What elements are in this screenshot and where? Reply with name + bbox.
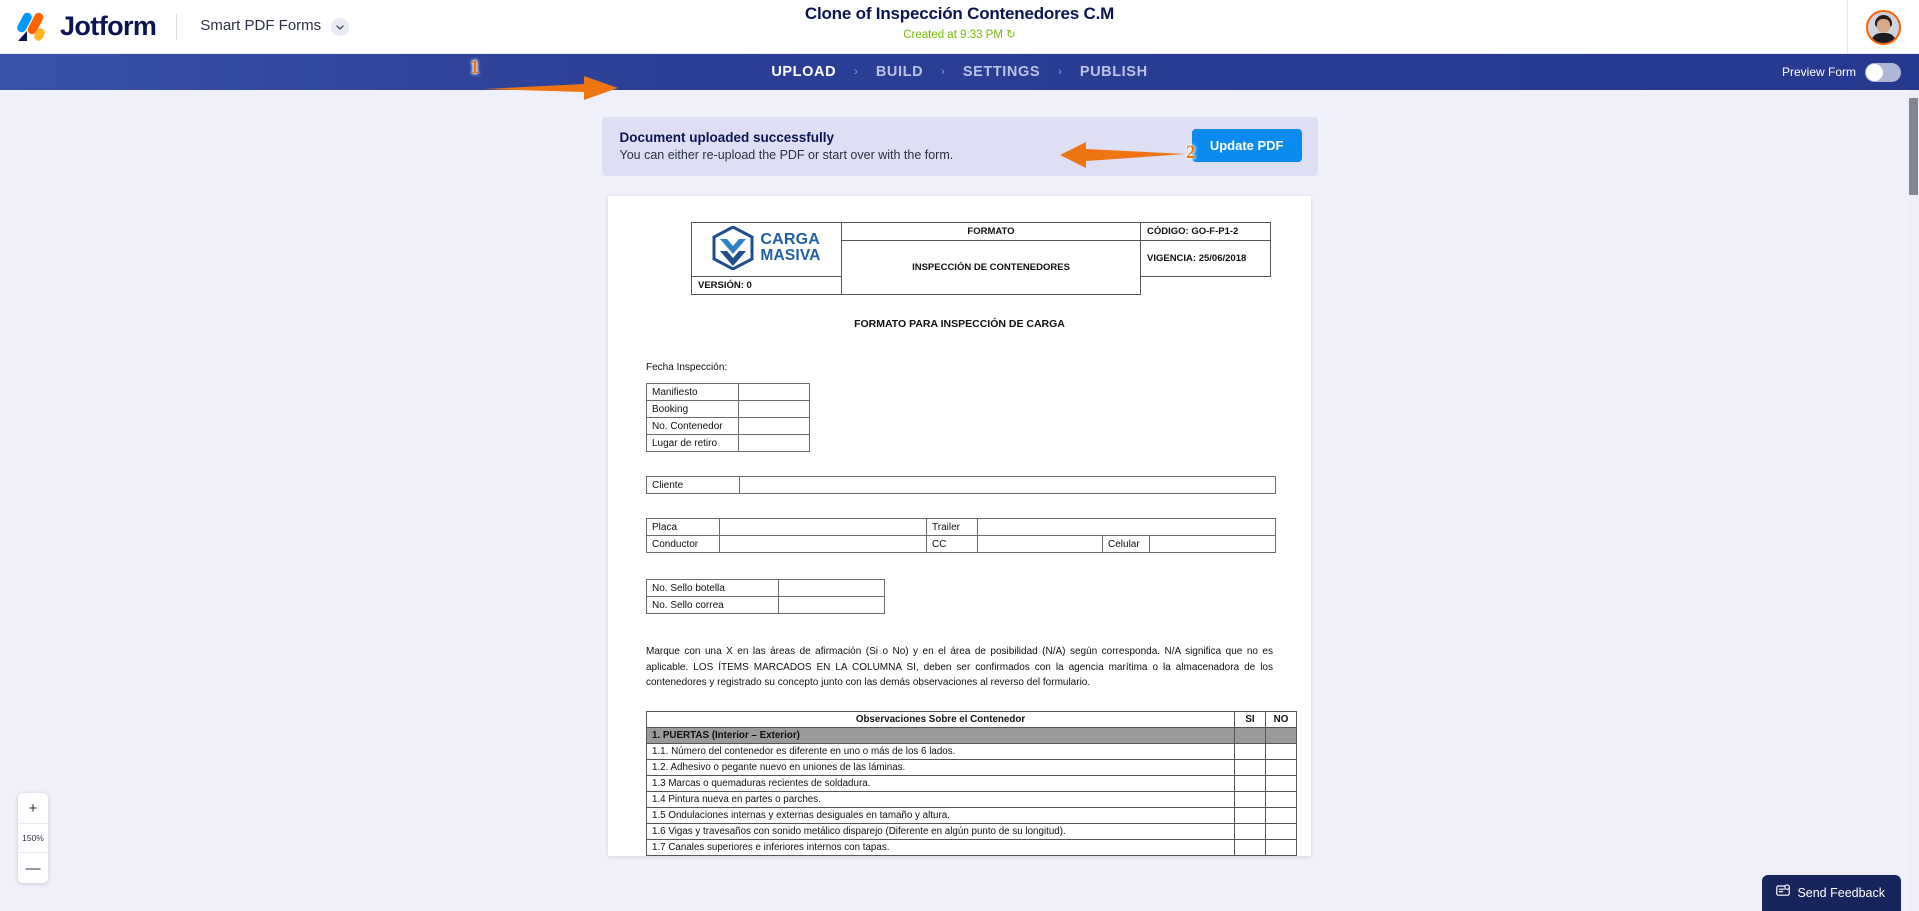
carga-logo-line1: CARGA xyxy=(760,231,820,249)
product-selector[interactable] xyxy=(200,17,349,35)
row-input-cell[interactable] xyxy=(720,519,927,536)
obs-header-label: Observaciones Sobre el Contenedor xyxy=(647,711,1235,727)
banner-title: Document uploaded successfully xyxy=(619,129,835,145)
upload-success-banner xyxy=(602,117,1318,176)
row-input-cell[interactable] xyxy=(739,384,810,401)
banner-text xyxy=(620,130,954,162)
row-label: Placa xyxy=(647,519,720,536)
pdf-observaciones-table xyxy=(646,711,1297,856)
tab-settings[interactable]: SETTINGS xyxy=(962,64,1041,80)
obs-section-label: 1. PUERTAS (Interior – Exterior) xyxy=(647,727,1235,743)
tab-separator-icon: › xyxy=(854,66,858,78)
obs-cell-si[interactable] xyxy=(1235,743,1266,759)
obs-item-label: 1.1. Número del contenedor es diferente en uno o más de los 6 lados. xyxy=(647,743,1235,759)
pdf-version-cell: VERSIÓN: 0 xyxy=(692,277,842,295)
tab-publish[interactable]: PUBLISH xyxy=(1079,64,1148,80)
zoom-in-button[interactable]: + xyxy=(28,799,38,817)
obs-cell-si[interactable] xyxy=(1235,727,1266,743)
row-input-cell[interactable] xyxy=(779,597,885,614)
pdf-doc-title: FORMATO PARA INSPECCIÓN DE CARGA xyxy=(854,318,1065,330)
table-row xyxy=(647,435,810,452)
pdf-placa-table xyxy=(646,518,1276,553)
obs-cell-no[interactable] xyxy=(1266,791,1297,807)
table-row xyxy=(647,580,885,597)
obs-cell-si[interactable] xyxy=(1235,791,1266,807)
row-input-cell[interactable] xyxy=(1150,536,1276,553)
tab-separator-icon: › xyxy=(941,66,945,78)
row-input-cell[interactable] xyxy=(739,418,810,435)
obs-col-si: SI xyxy=(1235,711,1266,727)
table-row xyxy=(647,519,1276,536)
row-input-cell[interactable] xyxy=(978,536,1103,553)
annotation-number-2: 2 xyxy=(1186,142,1196,163)
table-row xyxy=(647,759,1297,775)
brand-divider xyxy=(176,14,177,40)
carga-logo-line2: MASIVA xyxy=(760,247,821,265)
table-header-row xyxy=(647,711,1297,727)
row-label: No. Contenedor xyxy=(647,418,739,435)
row-input-cell[interactable] xyxy=(739,401,810,418)
preview-form-label: Preview Form xyxy=(1781,65,1856,79)
obs-item-label: 1.4 Pintura nueva en partes o parches. xyxy=(647,791,1235,807)
zoom-control xyxy=(18,793,48,883)
tab-upload[interactable]: UPLOAD xyxy=(771,64,837,80)
tab-build[interactable]: BUILD xyxy=(875,64,924,80)
obs-item-label: 1.6 Vigas y travesaños con sonido metálico disparejo (Diferente en algún punto de su longitud). xyxy=(647,823,1235,839)
pdf-viewer[interactable] xyxy=(0,196,1919,856)
send-feedback-label: Send Feedback xyxy=(1797,885,1885,900)
banner-description: You can either re-upload the PDF or start over with the form. xyxy=(619,147,954,162)
scrollbar-thumb[interactable] xyxy=(1909,98,1918,195)
pdf-fecha-label: Fecha Inspección: xyxy=(646,362,728,373)
row-input-cell[interactable] xyxy=(740,477,1276,494)
obs-item-label: 1.5 Ondulaciones internas y externas desiguales en tamaño y altura. xyxy=(647,807,1235,823)
zoom-level-value: 150% xyxy=(18,823,48,853)
table-row xyxy=(647,384,810,401)
wizard-tabs xyxy=(753,64,1165,80)
pdf-codigo-cell: CÓDIGO: GO-F-P1-2 xyxy=(1141,223,1271,241)
revision-history-icon[interactable]: ↻ xyxy=(1006,27,1016,41)
tab-separator-icon: › xyxy=(1058,66,1062,78)
jotform-logo-icon[interactable] xyxy=(16,12,50,42)
carga-hex-icon xyxy=(712,226,754,270)
obs-cell-no[interactable] xyxy=(1266,727,1297,743)
table-row xyxy=(647,823,1297,839)
pdf-header-table xyxy=(691,222,1271,295)
table-row xyxy=(647,807,1297,823)
table-row xyxy=(647,401,810,418)
row-label: Manifiesto xyxy=(647,384,739,401)
preview-form-toggle[interactable] xyxy=(1865,63,1901,82)
obs-item-label: 1.3 Marcas o quemaduras recientes de soldadura. xyxy=(647,775,1235,791)
row-input-cell[interactable] xyxy=(978,519,1276,536)
table-row xyxy=(647,477,1276,494)
brand-name[interactable]: Jotform xyxy=(60,11,157,41)
obs-cell-no[interactable] xyxy=(1266,775,1297,791)
avatar[interactable] xyxy=(1866,10,1901,45)
pdf-sello-table xyxy=(646,579,885,614)
carga-masiva-logo xyxy=(692,223,842,277)
obs-cell-no[interactable] xyxy=(1266,759,1297,775)
send-feedback-button[interactable] xyxy=(1762,875,1901,911)
brand-area xyxy=(0,11,349,42)
pdf-cliente-table xyxy=(646,476,1276,494)
wizard-navbar xyxy=(0,54,1919,90)
update-pdf-button[interactable]: Update PDF xyxy=(1192,129,1302,162)
row-label: Cliente xyxy=(647,477,740,494)
obs-cell-si[interactable] xyxy=(1235,775,1266,791)
row-label: Lugar de retiro xyxy=(647,435,739,452)
row-input-cell[interactable] xyxy=(739,435,810,452)
row-input-cell[interactable] xyxy=(779,580,885,597)
pdf-formato-cell: FORMATO xyxy=(842,223,1141,241)
table-row xyxy=(647,743,1297,759)
obs-cell-no[interactable] xyxy=(1266,823,1297,839)
pdf-inspeccion-cell: INSPECCIÓN DE CONTENEDORES xyxy=(842,241,1141,295)
obs-item-label: 1.2. Adhesivo o pegante nuevo en uniones de las láminas. xyxy=(647,759,1235,775)
row-label: CC xyxy=(927,536,978,553)
obs-cell-si[interactable] xyxy=(1235,823,1266,839)
pdf-manifiesto-table xyxy=(646,383,810,452)
pdf-page xyxy=(608,196,1311,856)
row-label: Celular xyxy=(1103,536,1150,553)
obs-col-no: NO xyxy=(1266,711,1297,727)
table-row xyxy=(647,775,1297,791)
table-row xyxy=(647,536,1276,553)
row-label: Trailer xyxy=(927,519,978,536)
obs-cell-no[interactable] xyxy=(1266,839,1297,855)
content-area xyxy=(0,90,1919,911)
table-row xyxy=(647,597,885,614)
chevron-down-icon[interactable] xyxy=(331,18,349,36)
row-label: No. Sello correa xyxy=(647,597,779,614)
avatar-area[interactable] xyxy=(1847,0,1919,54)
pdf-vigencia-cell: VIGENCIA: 25/06/2018 xyxy=(1141,241,1271,277)
obs-cell-si[interactable] xyxy=(1235,839,1266,855)
obs-item-label: 1.7 Canales superiores e inferiores internos con tapas. xyxy=(647,839,1235,855)
row-label: Booking xyxy=(647,401,739,418)
table-row xyxy=(647,839,1297,855)
obs-cell-no[interactable] xyxy=(1266,743,1297,759)
obs-cell-si[interactable] xyxy=(1235,759,1266,775)
table-row xyxy=(647,418,810,435)
app-header xyxy=(0,0,1919,54)
annotation-number-1: 1 xyxy=(470,57,480,78)
product-label: Smart PDF Forms xyxy=(200,17,322,35)
row-label: Conductor xyxy=(647,536,720,553)
obs-section-row xyxy=(647,727,1297,743)
zoom-out-button[interactable]: — xyxy=(25,859,41,877)
pdf-instructions-paragraph: Marque con una X en las áreas de afirmación (Si o No) y en el área de posibilidad (N/A) según corresponda. N/A significa que no es aplicable. LOS ÍTEMS MARCADOS EN LA COLUMNA SI, deben ser confirmados con la agencia marítima o la almacenadora de los contenedores y registrado su concepto junto con las demás observaciones al reverso del formulario. xyxy=(646,646,1273,688)
created-text: Created at 9:33 PM xyxy=(903,29,1003,41)
row-label: No. Sello botella xyxy=(647,580,779,597)
obs-cell-no[interactable] xyxy=(1266,807,1297,823)
obs-cell-si[interactable] xyxy=(1235,807,1266,823)
page-title: Clone of Inspección Contenedores C.M xyxy=(804,4,1115,23)
vertical-scrollbar[interactable] xyxy=(1908,90,1919,911)
preview-form-control[interactable] xyxy=(1782,54,1901,90)
feedback-icon xyxy=(1776,884,1790,901)
row-input-cell[interactable] xyxy=(720,536,927,553)
table-row xyxy=(647,791,1297,807)
